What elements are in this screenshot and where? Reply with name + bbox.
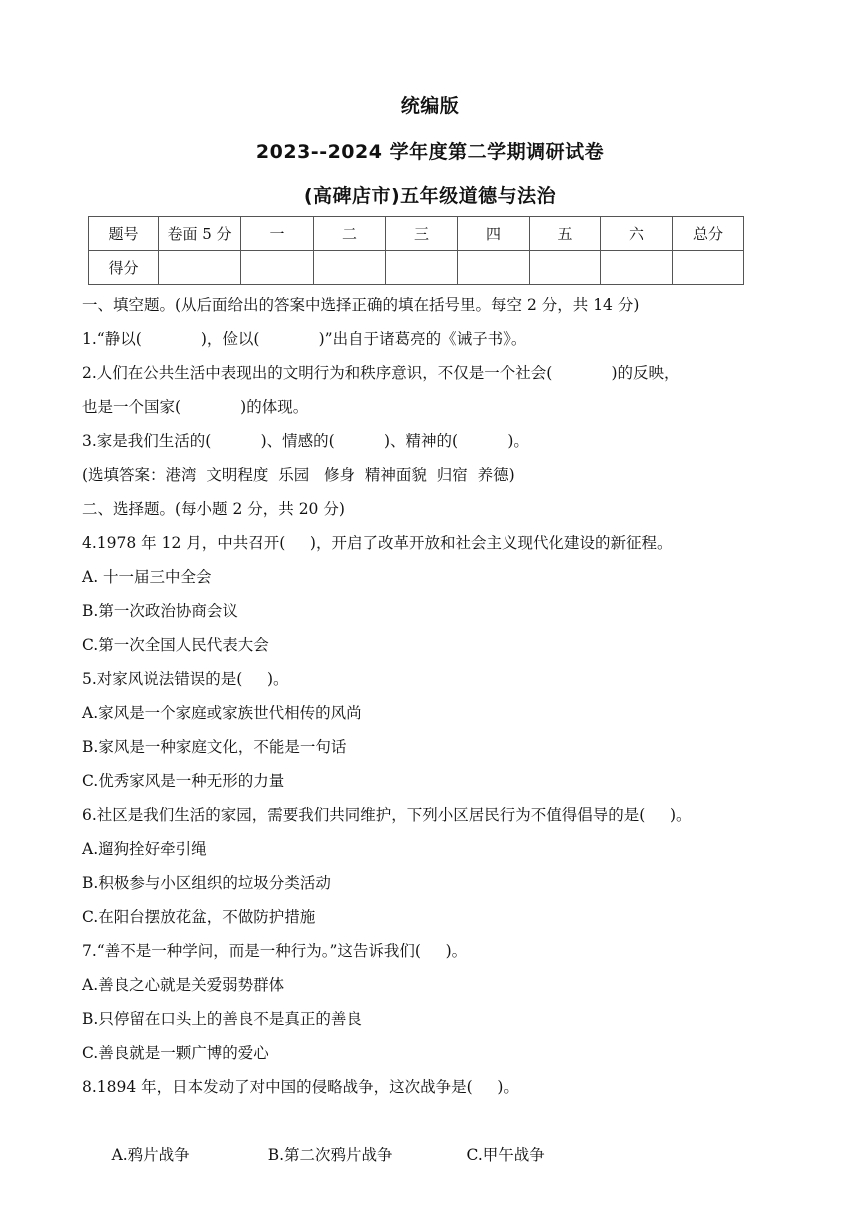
score-table bbox=[88, 216, 744, 285]
section-heading-fill-blank: 一、填空题。(从后面给出的答案中选择正确的填在括号里。每空 2 分，共 14 分) bbox=[82, 296, 640, 314]
question-3-options: (选填答案：港湾 文明程度 乐园 修身 精神面貌 归宿 养德) bbox=[82, 466, 515, 484]
score-input-cell[interactable] bbox=[530, 251, 601, 285]
question-8-options bbox=[82, 1104, 782, 1164]
exam-subject-title: (高碑店市)五年级道德与法治 bbox=[303, 185, 557, 207]
question-body bbox=[82, 288, 782, 1164]
question-2-line-2: 也是一个国家( )的体现。 bbox=[82, 398, 309, 416]
question-7: 7.“善不是一种学问，而是一种行为。”这告诉我们( )。 bbox=[82, 942, 468, 960]
score-cell: 题号 bbox=[89, 217, 159, 251]
score-cell: 总分 bbox=[673, 217, 744, 251]
score-cell: 三 bbox=[386, 217, 458, 251]
question-4-option-b: B.第一次政治协商会议 bbox=[82, 602, 238, 620]
question-4: 4.1978 年 12 月，中共召开( )，开启了改革开放和社会主义现代化建设的新征程。 bbox=[82, 534, 673, 552]
question-6-option-b: B.积极参与小区组织的垃圾分类活动 bbox=[82, 874, 331, 892]
score-table-header-row bbox=[89, 217, 744, 251]
exam-year-title: 2023--2024 学年度第二学期调研试卷 bbox=[255, 141, 605, 163]
score-cell: 一 bbox=[241, 217, 314, 251]
question-8-option-c: C.甲午战争 bbox=[466, 1146, 545, 1164]
score-input-cell[interactable] bbox=[241, 251, 314, 285]
question-5: 5.对家风说法错误的是( )。 bbox=[82, 670, 289, 688]
section-heading-choice: 二、选择题。(每小题 2 分，共 20 分) bbox=[82, 500, 345, 518]
score-cell: 二 bbox=[314, 217, 386, 251]
score-cell: 六 bbox=[601, 217, 673, 251]
question-4-option-a: A. 十一届三中全会 bbox=[82, 568, 212, 586]
question-5-option-a: A.家风是一个家庭或家族世代相传的风尚 bbox=[82, 704, 362, 722]
score-table-score-row bbox=[89, 251, 744, 285]
question-7-option-b: B.只停留在口头上的善良不是真正的善良 bbox=[82, 1010, 362, 1028]
question-8-option-b: B.第二次鸦片战争 bbox=[267, 1146, 393, 1164]
question-5-option-b: B.家风是一种家庭文化，不能是一句话 bbox=[82, 738, 347, 756]
question-3: 3.家是我们生活的( )、情感的( )、精神的( )。 bbox=[82, 432, 529, 450]
score-cell: 卷面 5 分 bbox=[159, 217, 241, 251]
edition-title: 统编版 bbox=[400, 95, 460, 117]
question-6: 6.社区是我们生活的家园，需要我们共同维护，下列小区居民行为不值得倡导的是( )。 bbox=[82, 806, 692, 824]
score-input-cell[interactable] bbox=[458, 251, 530, 285]
question-1: 1.“静以( )，俭以( )”出自于诸葛亮的《诫子书》。 bbox=[82, 330, 527, 348]
score-input-cell[interactable] bbox=[673, 251, 744, 285]
question-6-option-a: A.遛狗拴好牵引绳 bbox=[82, 840, 207, 858]
question-5-option-c: C.优秀家风是一种无形的力量 bbox=[82, 772, 285, 790]
question-8: 8.1894 年，日本发动了对中国的侵略战争，这次战争是( )。 bbox=[82, 1078, 519, 1096]
question-7-option-a: A.善良之心就是关爱弱势群体 bbox=[82, 976, 285, 994]
score-input-cell[interactable] bbox=[314, 251, 386, 285]
score-cell: 四 bbox=[458, 217, 530, 251]
question-8-option-a: A.鸦片战争 bbox=[111, 1146, 190, 1164]
question-4-option-c: C.第一次全国人民代表大会 bbox=[82, 636, 269, 654]
question-2-line-1: 2.人们在公共生活中表现出的文明行为和秩序意识，不仅是一个社会( )的反映， bbox=[82, 364, 680, 382]
score-input-cell[interactable] bbox=[159, 251, 241, 285]
score-input-cell[interactable] bbox=[601, 251, 673, 285]
score-input-cell[interactable] bbox=[386, 251, 458, 285]
score-cell: 五 bbox=[530, 217, 601, 251]
question-7-option-c: C.善良就是一颗广博的爱心 bbox=[82, 1044, 269, 1062]
score-cell: 得分 bbox=[89, 251, 159, 285]
question-6-option-c: C.在阳台摆放花盆，不做防护措施 bbox=[82, 908, 316, 926]
